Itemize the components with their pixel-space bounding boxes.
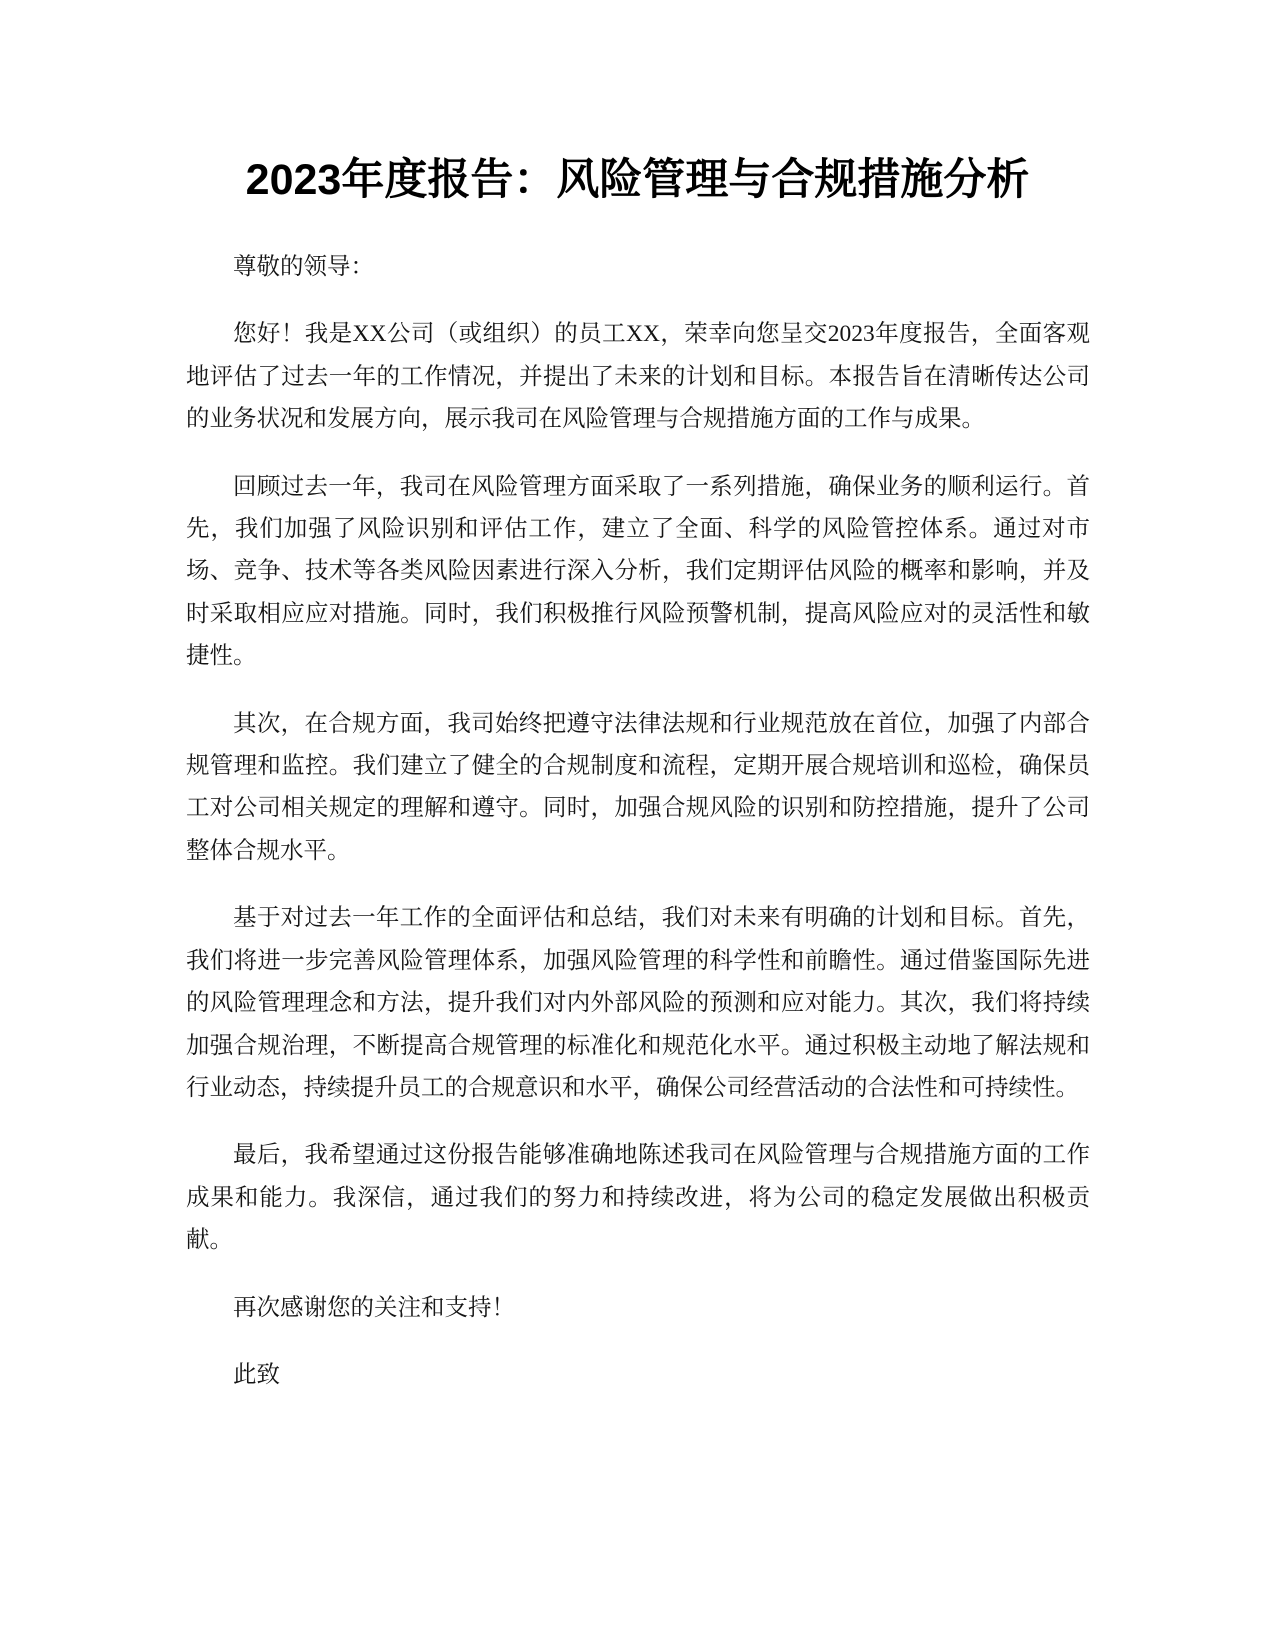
paragraph-introduction: 您好！我是XX公司（或组织）的员工XX，荣幸向您呈交2023年度报告，全面客观地评估了过去一年的工作情况，并提出了未来的计划和目标。本报告旨在清晰传达公司的业务状况和发展方向，展示我司在风险管理与合规措施方面的工作与成果。 xyxy=(186,321,1090,433)
paragraph-future-plans: 基于对过去一年工作的全面评估和总结，我们对未来有明确的计划和目标。首先，我们将进一步完善风险管理体系，加强风险管理的科学性和前瞻性。通过借鉴国际先进的风险管理理念和方法，提升我们对内外部风险的预测和应对能力。其次，我们将持续加强合规治理，不断提高合规管理的标准化和规范化水平。通过积极主动地了解法规和行业动态，持续提升员工的合规意识和水平，确保公司经营活动的合法性和可持续性。 xyxy=(186,905,1090,1101)
closing-regards: 此致 xyxy=(233,1361,280,1388)
document-body xyxy=(186,246,1090,1421)
paragraph-compliance-review: 其次，在合规方面，我司始终把遵守法律法规和行业规范放在首位，加强了内部合规管理和监控。我们建立了健全的合规制度和流程，定期开展合规培训和巡检，确保员工对公司相关规定的理解和遵守。同时，加强合规风险的识别和防控措施，提升了公司整体合规水平。 xyxy=(186,710,1090,864)
document-title: 2023年度报告：风险管理与合规措施分析 xyxy=(245,156,1030,204)
salutation: 尊敬的领导： xyxy=(233,254,374,280)
paragraph-thanks: 再次感谢您的关注和支持！ xyxy=(233,1294,515,1321)
paragraph-conclusion: 最后，我希望通过这份报告能够准确地陈述我司在风险管理与合规措施方面的工作成果和能力。我深信，通过我们的努力和持续改进，将为公司的稳定发展做出积极贡献。 xyxy=(186,1142,1090,1254)
paragraph-risk-management-review: 回顾过去一年，我司在风险管理方面采取了一系列措施，确保业务的顺利运行。首先，我们加强了风险识别和评估工作，建立了全面、科学的风险管控体系。通过对市场、竞争、技术等各类风险因素进行深入分析，我们定期评估风险的概率和影响，并及时采取相应应对措施。同时，我们积极推行风险预警机制，提高风险应对的灵活性和敏捷性。 xyxy=(186,473,1090,670)
